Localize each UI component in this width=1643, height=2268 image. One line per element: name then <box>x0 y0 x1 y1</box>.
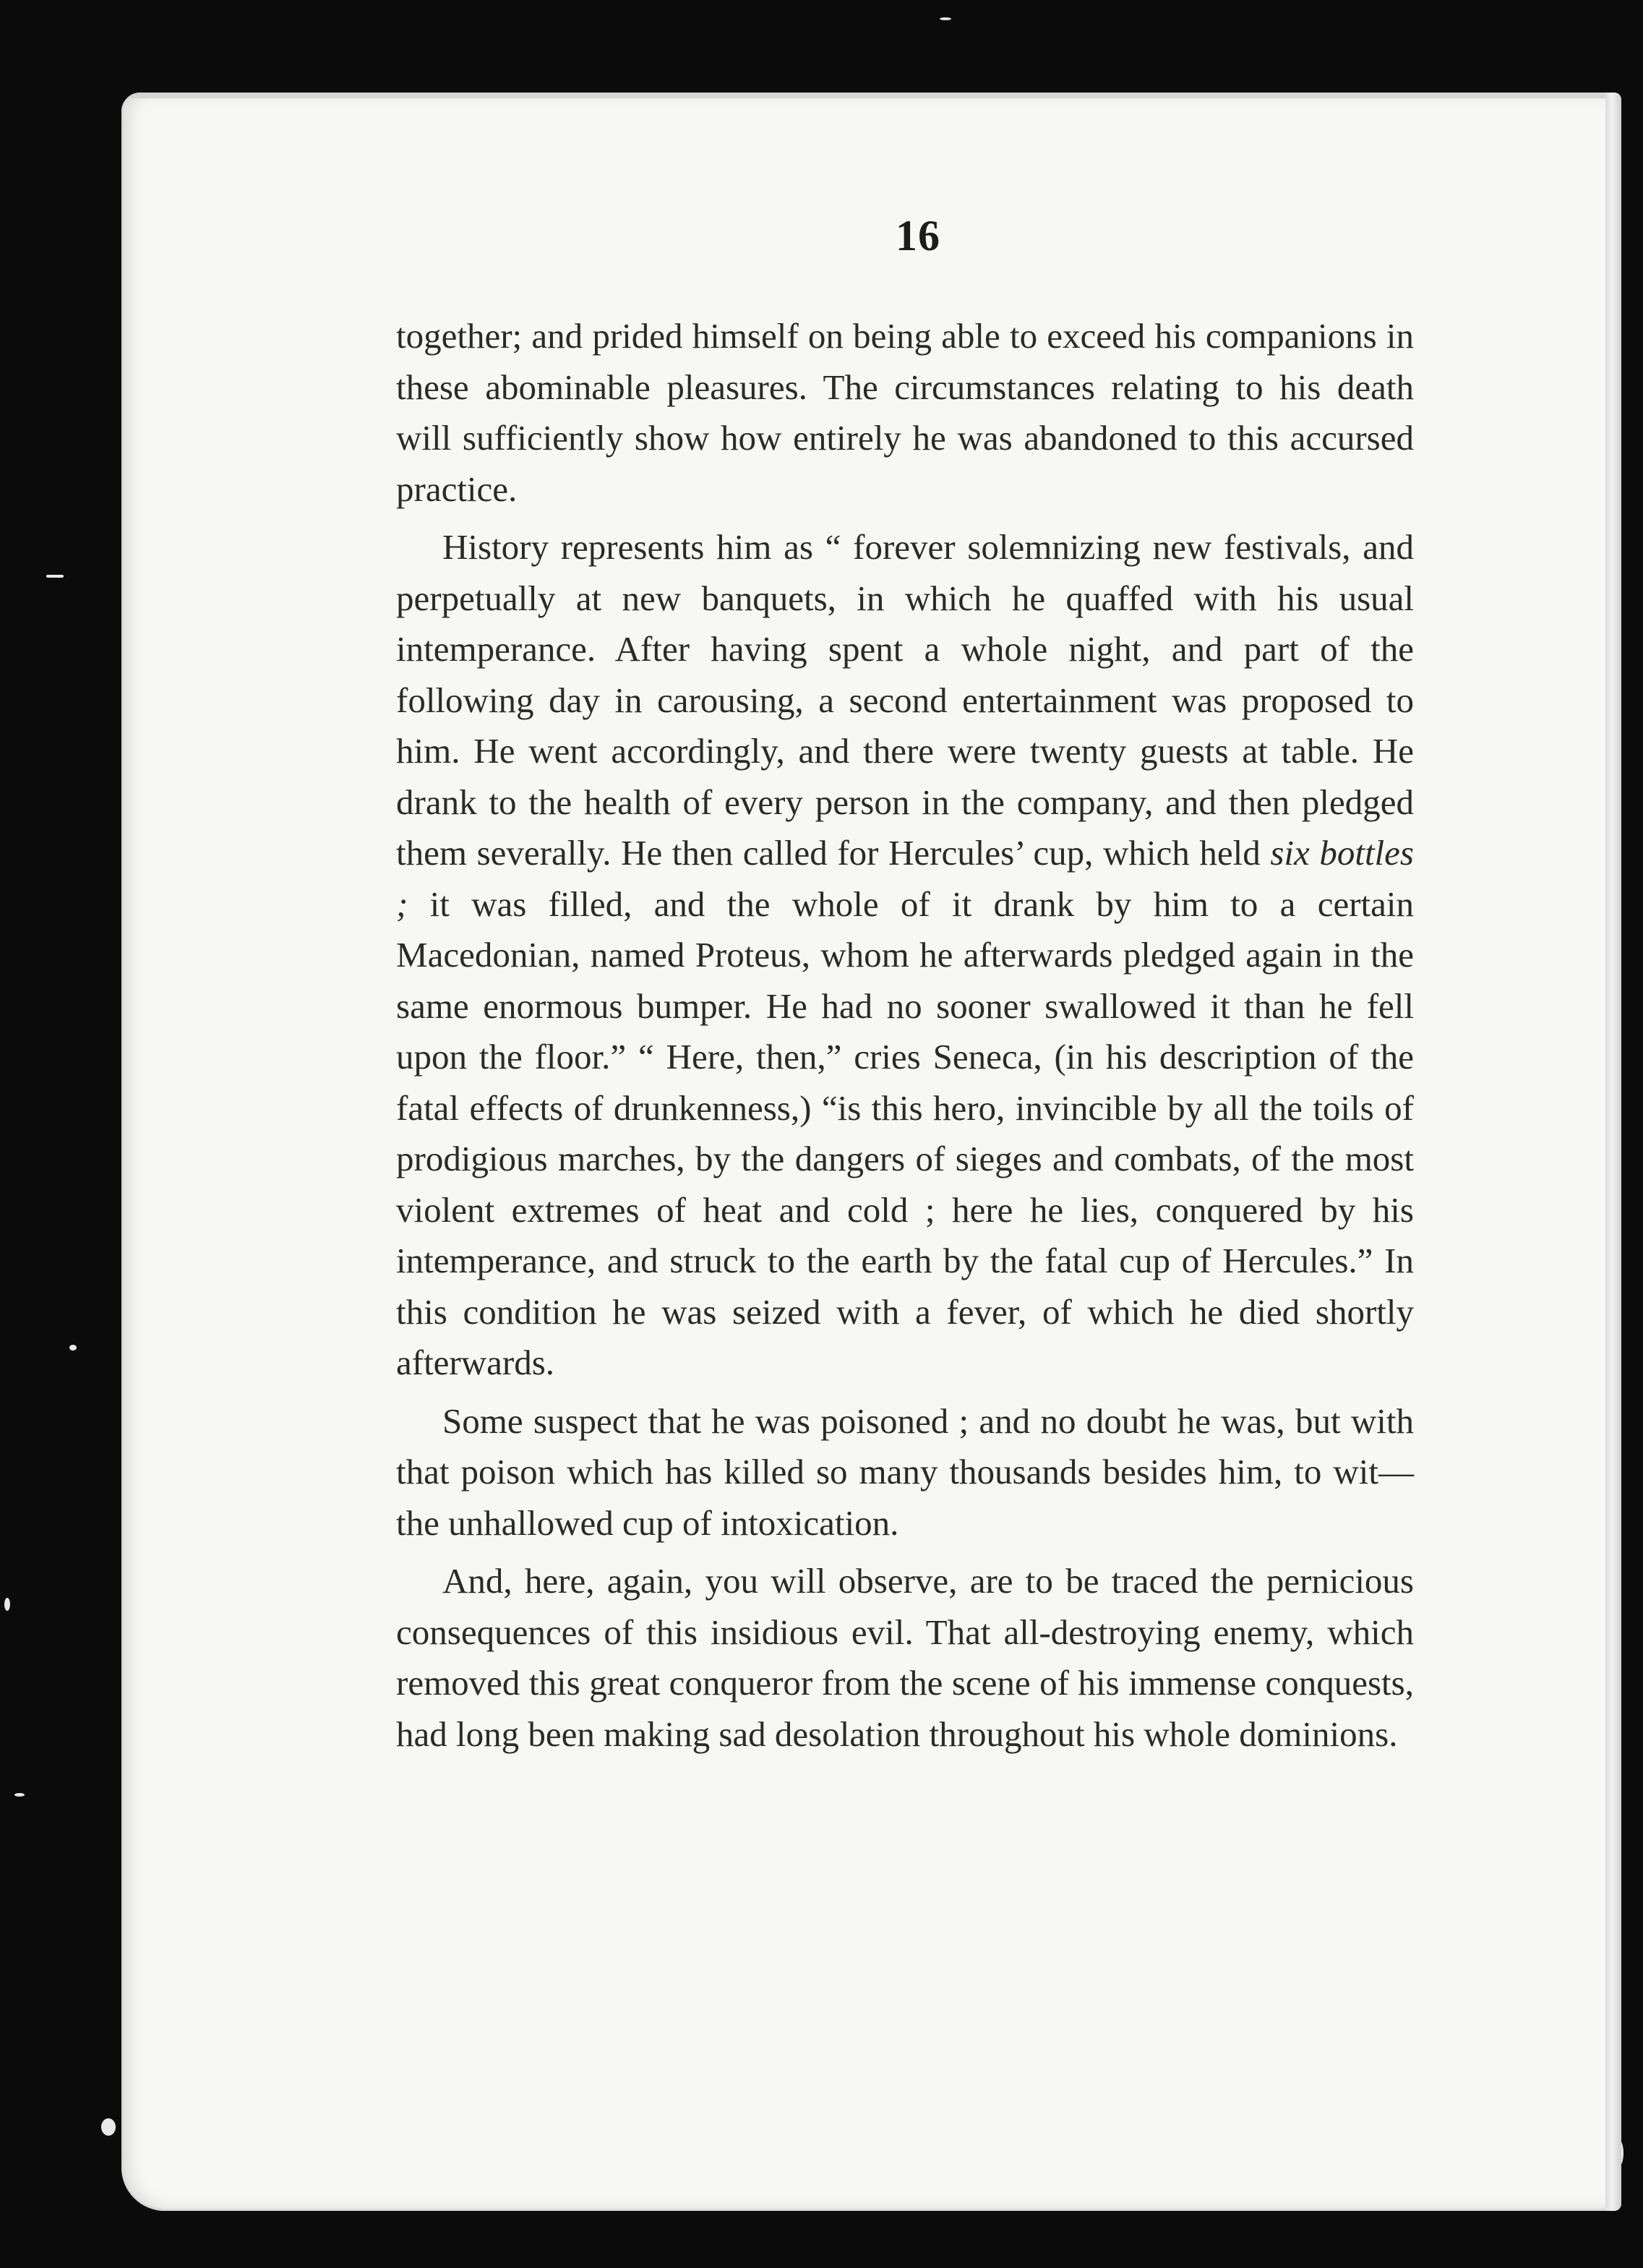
dust-speck <box>69 1345 77 1351</box>
paragraph-continuation: together; and prided himself on being able to exceed his companions in these abominable pleasures. The circumstances relating to his death will sufficiently show how entirely he was abandoned to this accursed practice. <box>396 316 1414 509</box>
dust-speck <box>940 17 951 20</box>
page-top-edge <box>121 93 1621 98</box>
paragraph-history <box>396 522 1414 1389</box>
dust-speck <box>101 2118 116 2136</box>
paragraph-text: History represents him as “ forever solemnizing new festivals, and perpetually at new banquets, in which he quaffed with his usual intemperance. After having spent a whole night, and part of the following day in carousing, a second entertainment was proposed to him. He went accordingly, and there were twenty guests at table. He drank to the health of every person in the company, and then pledged them severally. He then called for Hercules’ cup, which held <box>396 527 1414 873</box>
paragraph-poisoned: Some suspect that he was poisoned ; and no doubt he was, but with that poison which has killed so many thousands besides him, to wit—the unhallowed cup of intoxication. <box>396 1400 1414 1543</box>
dust-speck <box>46 575 64 578</box>
dust-speck <box>14 1793 25 1797</box>
page-right-edge <box>1605 93 1621 2211</box>
paragraph-text: it was filled, and the whole of it drank by him to a certain Macedonian, named Proteus, whom he afterwards pledged again in the same enormous bumper. He had no sooner swallowed it than he fell upon the floor.” “ Here, then,” cries Seneca, (in his description of the fatal effects of drunkenness,) “is this hero, invincible by all the toils of prodigious marches, by the dangers of sieges and combats, of the most violent extremes of heat and cold ; here he lies, conquered by his intemperance, and struck to the earth by the fatal cup of Hercules.” In this condition he was seized with a fever, of which he died shortly afterwards. <box>396 883 1414 1382</box>
dust-speck <box>4 1598 10 1611</box>
italic-phrase: six bottles ; <box>396 833 1414 924</box>
page-number: 16 <box>896 212 940 260</box>
paragraph-consequences: And, here, again, you will observe, are to be traced the pernicious consequences of this insidious evil. That all-destroying enemy, which removed this great conqueror from the scene of his immense conquests, had long been making sad desolation throughout his whole dominions. <box>396 1561 1414 1754</box>
body-text <box>396 311 1414 1767</box>
